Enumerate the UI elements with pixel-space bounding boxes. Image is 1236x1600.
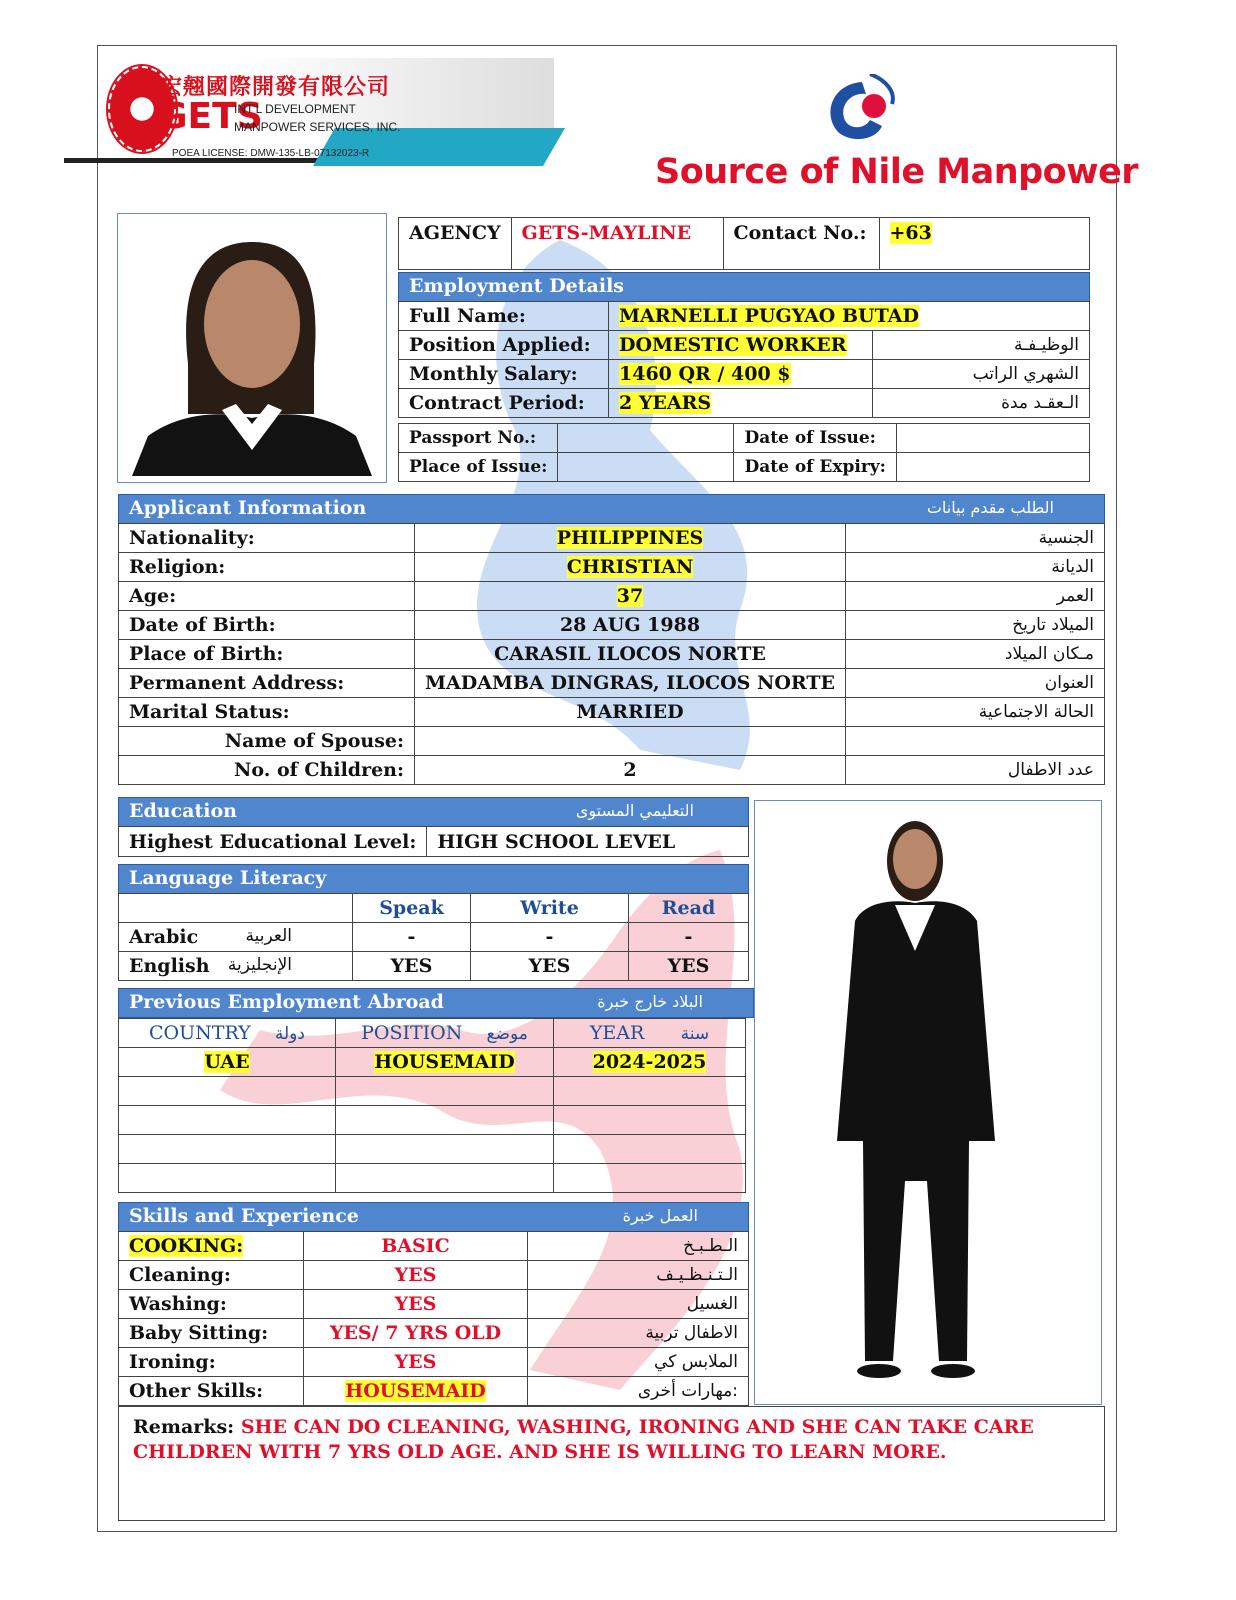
skill-value: YES [394, 1293, 437, 1315]
applicant-row [119, 640, 1105, 669]
applicant-title: Applicant Information [129, 497, 367, 519]
language-name: Arabic [129, 926, 199, 948]
salary-label-ar: الشهري الراتب [873, 360, 1090, 389]
skill-value-cell [304, 1377, 528, 1406]
position-header: POSITION [361, 1022, 463, 1044]
gets-sub2: MANPOWER SERVICES, INC. [234, 120, 401, 134]
applicant-row [119, 582, 1105, 611]
skill-row [119, 1319, 749, 1348]
skills-header [118, 1202, 749, 1232]
passport-no-label: Passport No.: [399, 424, 558, 453]
education-title-ar: التعليمي المستوى [575, 801, 694, 820]
applicant-row-value [415, 756, 846, 785]
applicant-row [119, 669, 1105, 698]
applicant-row-value [415, 553, 846, 582]
position-label-ar: الوظيـفـة [873, 331, 1090, 360]
language-title: Language Literacy [129, 867, 327, 889]
contract-label-ar: الـعقـد مدة [873, 389, 1090, 418]
applicant-row-label-ar: عدد الاطفال [846, 756, 1105, 785]
applicant-info-header [118, 494, 1105, 524]
passport-no-value [558, 424, 734, 453]
language-table [118, 893, 749, 981]
gets-name: GETS [158, 96, 263, 137]
skill-value: YES [394, 1351, 437, 1373]
applicant-row-label: Nationality: [119, 524, 415, 553]
applicant-row-label: Religion: [119, 553, 415, 582]
applicant-row-value [415, 727, 846, 756]
place-of-issue-label: Place of Issue: [399, 453, 558, 482]
year-header-ar: سنة [680, 1024, 710, 1044]
applicant-row-value-text: CHRISTIAN [566, 556, 694, 578]
place-of-issue-value [558, 453, 734, 482]
language-speak: YES [353, 952, 471, 981]
language-row [119, 923, 749, 952]
skill-value: HOUSEMAID [345, 1380, 486, 1402]
position-value: DOMESTIC WORKER [619, 334, 847, 356]
applicant-row-value [415, 640, 846, 669]
applicant-row-label-ar: مـكان الميلاد [846, 640, 1105, 669]
language-write: YES [471, 952, 629, 981]
agency-value: GETS-MAYLINE [511, 218, 723, 270]
applicant-row-value-text: 28 AUG 1988 [559, 614, 701, 636]
skill-label: Other Skills: [129, 1380, 264, 1402]
employment-title: Employment Details [409, 275, 624, 297]
education-header [118, 797, 749, 827]
applicant-row-value-text: MADAMBA DINGRAS, ILOCOS NORTE [425, 672, 836, 694]
contact-label: Contact No.: [723, 218, 879, 270]
applicant-row-label: No. of Children: [119, 756, 415, 785]
language-row [119, 952, 749, 981]
applicant-row-label-ar: العمر [846, 582, 1105, 611]
language-name-ar: العربية [245, 926, 292, 946]
full-name-value: MARNELLI PUGYAO BUTAD [619, 305, 919, 327]
applicant-row-label: Marital Status: [119, 698, 415, 727]
applicant-row-label: Age: [119, 582, 415, 611]
applicant-row-label-ar: الجنسية [846, 524, 1105, 553]
applicant-title-ar: الطلب مقدم بيانات [926, 498, 1054, 517]
skill-label: Cleaning: [129, 1264, 231, 1286]
skill-row [119, 1232, 749, 1261]
skill-label-cell [119, 1319, 304, 1348]
applicant-row-value [415, 524, 846, 553]
previous-employment-empty-row [119, 1077, 746, 1106]
skill-label-cell [119, 1377, 304, 1406]
previous-employment-table [118, 1018, 746, 1193]
applicant-fullbody-photo [754, 800, 1102, 1405]
skill-row [119, 1348, 749, 1377]
applicant-row-label-ar: العنوان [846, 669, 1105, 698]
education-title: Education [129, 800, 237, 822]
remarks-label: Remarks: [133, 1416, 235, 1438]
language-name-cell [119, 952, 353, 981]
skill-row [119, 1261, 749, 1290]
applicant-row-value [415, 611, 846, 640]
applicant-row [119, 553, 1105, 582]
gets-chinese-name: 宏翹國際開發有限公司 [160, 75, 391, 100]
language-speak: - [353, 923, 471, 952]
skill-label-cell [119, 1290, 304, 1319]
skill-label: Washing: [129, 1293, 227, 1315]
previous-employment-empty-row [119, 1164, 746, 1193]
applicant-row [119, 611, 1105, 640]
gets-sub1: INT'L DEVELOPMENT [234, 102, 356, 116]
skills-title: Skills and Experience [129, 1205, 359, 1227]
previous-title: Previous Employment Abroad [129, 991, 444, 1013]
applicant-row-label: Name of Spouse: [119, 727, 415, 756]
nile-title: Source of Nile Manpower [655, 152, 1139, 192]
previous-country-value: UAE [204, 1051, 250, 1073]
previous-employment-header [118, 988, 754, 1018]
full-name-label: Full Name: [399, 302, 609, 331]
salary-label: Monthly Salary: [399, 360, 609, 389]
date-of-expiry-value [896, 453, 1089, 482]
language-name: English [129, 955, 210, 977]
contract-value: 2 YEARS [619, 392, 712, 414]
applicant-row [119, 698, 1105, 727]
language-read: YES [629, 952, 749, 981]
education-level-label: Highest Educational Level: [119, 827, 427, 857]
applicant-table [118, 523, 1105, 785]
contract-label: Contract Period: [399, 389, 609, 418]
year-header: YEAR [589, 1022, 645, 1044]
employment-table [398, 301, 1090, 418]
skill-value: YES [394, 1264, 437, 1286]
skill-value-cell [304, 1319, 528, 1348]
skill-label-ar: الغسيل [528, 1290, 749, 1319]
country-header-ar: دولة [274, 1024, 305, 1044]
skill-value: YES/ 7 YRS OLD [329, 1322, 502, 1344]
applicant-row-label: Date of Birth: [119, 611, 415, 640]
applicant-row-value-text: 2 [623, 759, 637, 781]
applicant-row-value [415, 582, 846, 611]
applicant-row [119, 756, 1105, 785]
skill-label: Baby Sitting: [129, 1322, 269, 1344]
skill-label-cell [119, 1232, 304, 1261]
skill-label-ar: الـطـبـخ [528, 1232, 749, 1261]
date-of-issue-label: Date of Issue: [734, 424, 896, 453]
skill-label-ar: الـتـنـظـيـف [528, 1261, 749, 1290]
contact-value: +63 [889, 222, 932, 244]
skills-table [118, 1231, 749, 1406]
applicant-row-label: Permanent Address: [119, 669, 415, 698]
nile-logo-icon [822, 74, 900, 144]
applicant-row-value-text: MARRIED [576, 701, 684, 723]
applicant-row [119, 727, 1105, 756]
date-of-expiry-label: Date of Expiry: [734, 453, 896, 482]
position-header-ar: موضع [486, 1024, 528, 1044]
skill-value-cell [304, 1261, 528, 1290]
applicant-row-label-ar: الديانة [846, 553, 1105, 582]
gets-logo [64, 58, 554, 170]
skill-label-ar: الاطفال تربية [528, 1319, 749, 1348]
language-literacy-header [118, 864, 749, 894]
applicant-row-value [415, 669, 846, 698]
remarks-box [118, 1406, 1105, 1521]
country-header: COUNTRY [149, 1022, 251, 1044]
previous-employment-row [119, 1048, 746, 1077]
education-table [118, 826, 749, 857]
applicant-row-value-text: PHILIPPINES [556, 527, 704, 549]
passport-table [398, 423, 1090, 482]
agency-table [398, 217, 1090, 270]
gets-license: POEA LICENSE: DMW-135-LB-07132023-R [172, 148, 370, 159]
applicant-row-label-ar: الميلاد تاريخ [846, 611, 1105, 640]
applicant-row-value [415, 698, 846, 727]
speak-header: Speak [353, 894, 471, 923]
education-level-value: HIGH SCHOOL LEVEL [427, 827, 749, 857]
applicant-row-label-ar [846, 727, 1105, 756]
skill-label: Ironing: [129, 1351, 216, 1373]
read-header: Read [629, 894, 749, 923]
position-label: Position Applied: [399, 331, 609, 360]
applicant-headshot-photo [117, 213, 387, 483]
language-name-cell [119, 923, 353, 952]
salary-value: 1460 QR / 400 $ [619, 363, 791, 385]
skill-label-cell [119, 1261, 304, 1290]
employment-details-header [398, 272, 1090, 302]
skill-value-cell [304, 1348, 528, 1377]
previous-employment-empty-row [119, 1135, 746, 1164]
applicant-row-value-text: CARASIL ILOCOS NORTE [494, 643, 766, 665]
skill-row [119, 1377, 749, 1406]
skill-label-ar: الملابس كي [528, 1348, 749, 1377]
applicant-row-label: Place of Birth: [119, 640, 415, 669]
language-write: - [471, 923, 629, 952]
skill-label: COOKING: [129, 1235, 244, 1257]
applicant-row-value-text: 37 [616, 585, 644, 607]
agency-label: AGENCY [399, 218, 512, 270]
language-name-ar: الإنجليزية [227, 955, 292, 975]
skill-label-cell [119, 1348, 304, 1377]
date-of-issue-value [896, 424, 1089, 453]
skills-title-ar: العمل خبرة [622, 1206, 698, 1225]
skill-value: BASIC [381, 1235, 450, 1257]
skill-row [119, 1290, 749, 1319]
language-read: - [629, 923, 749, 952]
previous-title-ar: البلاد خارج خبرة [597, 992, 703, 1011]
previous-employment-empty-row [119, 1106, 746, 1135]
skill-value-cell [304, 1232, 528, 1261]
remarks-text: SHE CAN DO CLEANING, WASHING, IRONING AND SHE CAN TAKE CARE CHILDREN WITH 7 YRS OLD AGE. AND SHE IS WILLING TO LEARN MORE. [133, 1416, 1034, 1463]
applicant-row-label-ar: الحالة الاجتماعية [846, 698, 1105, 727]
previous-position-value: HOUSEMAID [374, 1051, 515, 1073]
applicant-row [119, 524, 1105, 553]
write-header: Write [471, 894, 629, 923]
previous-year-value: 2024-2025 [592, 1051, 707, 1073]
skill-label-ar: مهارات أخرى: [528, 1377, 749, 1406]
skill-value-cell [304, 1290, 528, 1319]
